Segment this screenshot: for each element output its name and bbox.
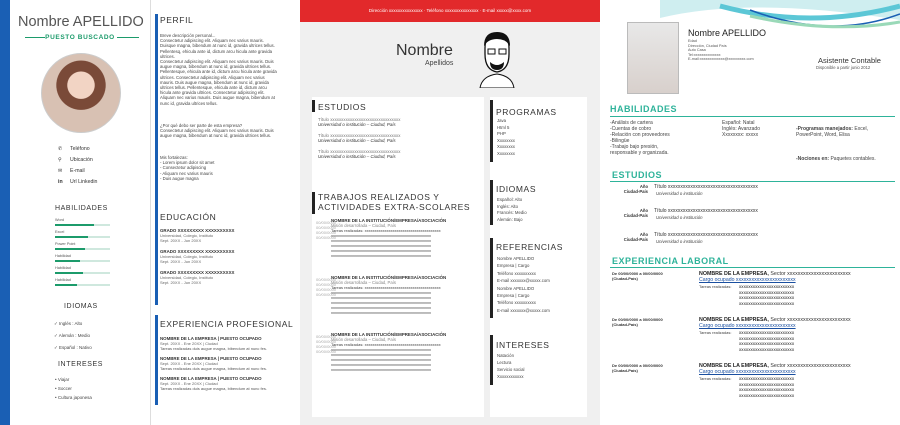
skills-column-2: Español: Natal Inglés: Avanzado Xxxxxxxx: xxxxx (722, 120, 760, 138)
language-item: ✓ Inglés : Alto (54, 321, 83, 326)
experience-item (160, 376, 285, 391)
work-filler: xxxxxxxxxxxxxxxxxxxxxxxxxxxxxxxxxxxxxxxxxxxxxxxxxx (331, 300, 431, 305)
work-place: Misión desarrollada – Ciudad, País (331, 223, 396, 228)
study-year: Año Ciudad-País (623, 184, 648, 194)
avatar-illustration (476, 30, 518, 88)
programs-marker (490, 100, 493, 162)
skill-label: Word (55, 218, 65, 222)
position-title-3: Asistente Contable (818, 56, 881, 65)
references-heading: REFERENCIAS (496, 242, 564, 252)
skill-fill (55, 260, 80, 262)
job-sector: Sector xxxxxxxxxxxxxxxxxxxxxxxx (770, 271, 851, 277)
skill-track (55, 272, 110, 274)
work-date: 00/00/0000 (316, 287, 337, 292)
skill-track (55, 284, 110, 286)
references-list: Nombre APELLIDO Empresa | Cargo Teléfono xxxxxxxxxx E-mail xxxxxxx@xxxxx.com Nombre APELLIDO Empresa | Cargo Teléfono xxxxxxxxxx E-mail xxxxxxx@xxxxx.com (497, 256, 550, 313)
study-title: Título xxxxxxxxxxxxxxxxxxxxxxxxxxxxxxxx (318, 149, 401, 154)
languages-marker (490, 180, 493, 225)
skill-track (55, 248, 110, 250)
study-item (318, 149, 478, 159)
skills-column-1: -Análisis de cartera -Cuentas de cobro -Relación con proveedores -Bilingüe -Trabajo bajo presión, responsable y organizada. (610, 120, 670, 156)
study-title-3: Título xxxxxxxxxxxxxxxxxxxxxxxxxxxxxxxxxxxx (654, 184, 758, 190)
work-filler: xxxxxxxxxxxxxxxxxxxxxxxxxxxxxxxxxxxxxxxxxxxxxxxxxx (331, 310, 431, 315)
work-item (316, 332, 486, 389)
skill-track (55, 236, 110, 238)
work-place: Misión desarrollada – Ciudad, País (331, 280, 396, 285)
experience-company: NOMBRE DE LA EMPRESA | PUESTO OCUPADO (160, 376, 262, 381)
job-sector: Sector xxxxxxxxxxxxxxxxxxxxxxxx (770, 317, 851, 323)
education-degree: GRADO XXXXXXXXX XXXXXXXXXX (160, 249, 235, 254)
work-tasks: Tareas realizadas: xxxxxxxxxxxxxxxxxxxxxxxxxxxxxxxxxxxxxx (331, 342, 441, 347)
education-accent (155, 210, 158, 305)
job-tasks-label: Tareas realizadas: (699, 284, 732, 289)
location-pin-icon: ⚲ (58, 156, 62, 163)
work-filler: xxxxxxxxxxxxxxxxxxxxxxxxxxxxxxxxxxxxxxxxxxxxxxxxxx (331, 305, 431, 310)
skill-row (55, 230, 110, 242)
job-dates: De 00/00/0000 a 00/00/0000 (Ciudad-País) (612, 271, 663, 281)
skill-label: Habilidad (55, 254, 71, 258)
interests-list (55, 375, 92, 402)
work-tasks: Tareas realizadas: xxxxxxxxxxxxxxxxxxxxxxxxxxxxxxxxxxxxxx (331, 228, 441, 233)
contact-info-3: Edad Dirección, Ciudad País Auto Casa Tel:xxxxxxxxxxxxxx E-mail:xxxxxxxxxxxxx@xxxxxxxxx.com (688, 39, 754, 62)
job-company: NOMBRE DE LA EMPRESA, (699, 271, 769, 277)
study-place-3: Universidad o institución (656, 239, 703, 244)
education-dates: Sept. 20XX - Jun 20XX (160, 238, 202, 243)
study-title: Título xxxxxxxxxxxxxxxxxxxxxxxxxxxxxxxx (318, 117, 401, 122)
work-dates (316, 220, 337, 240)
interests-list-2: Natación Lectura Servicio social Xxxxxxxxxxxx (497, 353, 525, 379)
left-accent-bar (0, 0, 10, 425)
experience-tasks: Tareas realizadas duis augue magna, bibendum at nunc fes. (160, 366, 267, 371)
education-dates: Sept. 20XX - Jun 20XX (160, 259, 202, 264)
languages-heading: IDIOMAS (64, 303, 98, 310)
skill-fill (55, 284, 77, 286)
programs-value: Excel, PowerPoint, Word, Elisa (796, 126, 868, 138)
skill-row (55, 218, 110, 230)
profile-photo (41, 53, 121, 133)
linkedin-icon: in (58, 178, 63, 185)
work-date: 00/00/0000 (316, 339, 337, 344)
work-filler: xxxxxxxxxxxxxxxxxxxxxxxxxxxxxxxxxxxxxxxxxxxxxxxxxx (331, 352, 431, 357)
work-item (316, 275, 486, 332)
education-item (160, 249, 280, 264)
education-heading: EDUCACIÓN (160, 212, 217, 222)
experience-item (160, 356, 285, 371)
education-item (160, 228, 280, 243)
skills-list (55, 218, 110, 290)
notions-label: -Nociones en: (796, 156, 830, 162)
work-filler: xxxxxxxxxxxxxxxxxxxxxxxxxxxxxxxxxxxxxxxxxxxxxxxxxx (331, 243, 431, 248)
skill-label: Habilidad (55, 266, 71, 270)
work-filler: xxxxxxxxxxxxxxxxxxxxxxxxxxxxxxxxxxxxxxxxxxxxxxxxxx (331, 362, 431, 367)
education-list (160, 228, 280, 291)
phone-icon: ✆ (58, 145, 63, 152)
contact-topbar-text: Dirección xxxxxxxxxxxxxxx · Teléfono xxxxxxxxxxxxxxx · E-mail xxxxx@xxxx.com (368, 8, 532, 13)
skill-label: Excel (55, 230, 65, 234)
job-item (612, 317, 892, 363)
work-dates (316, 334, 337, 354)
work-filler: xxxxxxxxxxxxxxxxxxxxxxxxxxxxxxxxxxxxxxxxxxxxxxxxxx (331, 367, 431, 372)
work-content (331, 275, 481, 315)
work-date: 00/00/0000 (316, 235, 337, 240)
study-place-3: Universidad o institución (656, 191, 703, 196)
skill-fill (55, 272, 83, 274)
job-role: Cargo ocupado xxxxxxxxxxxxxxxxxxxxxxx (699, 369, 796, 375)
work-filler: xxxxxxxxxxxxxxxxxxxxxxxxxxxxxxxxxxxxxxxxxxxxxxxxxx (331, 233, 431, 238)
work-item (316, 218, 486, 275)
languages-list (54, 318, 92, 354)
job-dates: De 00/00/0000 a 00/00/0000 (Ciudad-País) (612, 317, 663, 327)
skill-track (55, 260, 110, 262)
location-label: Ubicación (70, 156, 93, 163)
surname: Apellidos (425, 60, 454, 67)
profile-photo-2 (627, 22, 679, 94)
skill-fill (55, 248, 85, 250)
strengths-list: Mis fortalezas: - Lorem ipsum dolor sit amet - Consectetur adipiscing - Aliquam nec varius mauris - Duis augue magna (160, 155, 215, 181)
experience-company: NOMBRE DE LA EMPRESA | PUESTO OCUPADO (160, 356, 262, 361)
study-place: Universidad o institución – Ciudad, País (318, 138, 396, 143)
works-list (316, 218, 486, 389)
experience-heading-3: EXPERIENCIA LABORAL (612, 256, 729, 266)
skill-fill (55, 224, 94, 226)
skills-column-3 (796, 120, 894, 162)
study-place: Universidad o institución – Ciudad, País (318, 154, 396, 159)
skill-row (55, 266, 110, 278)
job-tasks: xxxxxxxxxxxxxxxxxxxxxxxx xxxxxxxxxxxxxxxxxxxxxxxx xxxxxxxxxxxxxxxxxxxxxxxx xxxxxxxxxxxxxxxxxxxxxxxx (739, 284, 795, 306)
skills-heading: HABILIDADES (55, 205, 108, 212)
work-date: 00/00/0000 (316, 277, 337, 282)
work-date: 00/00/0000 (316, 230, 337, 235)
candidate-name-3: Nombre APELLIDO (688, 28, 767, 38)
work-filler: xxxxxxxxxxxxxxxxxxxxxxxxxxxxxxxxxxxxxxxxxxxxxxxxxx (331, 253, 431, 258)
skill-track (55, 224, 110, 226)
phone-row (58, 143, 97, 154)
experience-tasks: Tareas realizadas duis augue magna, bibendum at nunc fes. (160, 346, 267, 351)
skill-row (55, 242, 110, 254)
work-dates (316, 277, 337, 297)
study-title-3: Título xxxxxxxxxxxxxxxxxxxxxxxxxxxxxxxxxxxx (654, 232, 758, 238)
studies-heading: ESTUDIOS (318, 102, 367, 112)
experience-list (160, 336, 285, 396)
check-icon: ✓ (54, 345, 60, 350)
study-year: Año Ciudad-País (623, 208, 648, 218)
skills-heading-3: HABILIDADES (610, 104, 678, 114)
education-degree: GRADO XXXXXXXXX XXXXXXXXXX (160, 270, 235, 275)
experience-list-3 (612, 271, 892, 409)
studies-list-3 (612, 184, 892, 256)
study-row (612, 184, 892, 208)
work-place: Misión desarrollada – Ciudad, País (331, 337, 396, 342)
study-year: Año Ciudad-País (623, 232, 648, 242)
study-title: Título xxxxxxxxxxxxxxxxxxxxxxxxxxxxxxxx (318, 133, 401, 138)
availability: Disponible a partir junio 2012 (816, 65, 871, 70)
check-icon: ✓ (54, 333, 59, 338)
studies-divider (610, 181, 895, 182)
experience-dates: Sept. 20XX - Ene 20XX | Ciudad (160, 381, 218, 386)
work-content (331, 218, 481, 258)
studies-marker (312, 100, 315, 112)
job-company: NOMBRE DE LA EMPRESA, (699, 363, 769, 369)
email-row (58, 165, 97, 176)
interests-heading-2: INTERESES (496, 340, 550, 350)
interest-item: • Soccer (55, 386, 72, 391)
location-row (58, 154, 97, 165)
work-date: 00/00/0000 (316, 282, 337, 287)
education-item (160, 270, 280, 285)
candidate-name: Nombre APELLIDO (18, 14, 144, 30)
job-tasks: xxxxxxxxxxxxxxxxxxxxxxxx xxxxxxxxxxxxxxxxxxxxxxxx xxxxxxxxxxxxxxxxxxxxxxxx xxxxxxxxxxxxxxxxxxxxxxxx (739, 376, 795, 398)
job-role: Cargo ocupado xxxxxxxxxxxxxxxxxxxxxxx (699, 277, 796, 283)
work-filler: xxxxxxxxxxxxxxxxxxxxxxxxxxxxxxxxxxxxxxxxxxxxxxxxxx (331, 357, 431, 362)
linkedin-row (58, 176, 97, 187)
work-date: 00/00/0000 (316, 225, 337, 230)
interest-item: • Cultura japonesa (55, 395, 92, 400)
contact-list (58, 143, 97, 187)
languages-heading-2: IDIOMAS (496, 184, 537, 194)
phone-label: Teléfono (70, 145, 90, 152)
language-item: ✓ Alemán : Medio (54, 333, 91, 338)
job-item (612, 363, 892, 409)
job-sector: Sector xxxxxxxxxxxxxxxxxxxxxxxx (770, 363, 851, 369)
works-heading: TRABAJOS REALIZADOS Y ACTIVIDADES EXTRA-SCOLARES (318, 192, 471, 212)
job-tasks-label: Tareas realizadas: (699, 376, 732, 381)
work-content (331, 332, 481, 372)
work-date: 00/00/0000 (316, 344, 337, 349)
skill-row (55, 278, 110, 290)
works-marker (312, 192, 315, 214)
experience-accent (155, 315, 158, 405)
job-company: NOMBRE DE LA EMPRESA, (699, 317, 769, 323)
skill-fill (55, 236, 88, 238)
first-name: Nombre (396, 42, 453, 59)
experience-tasks: Tareas realizadas duis augue magna, bibendum at nunc fes. (160, 386, 267, 391)
education-school: Universidad, Colegio, Instituto (160, 254, 214, 259)
work-filler: xxxxxxxxxxxxxxxxxxxxxxxxxxxxxxxxxxxxxxxxxxxxxxxxxx (331, 347, 431, 352)
experience-heading: EXPERIENCIA PROFESIONAL (160, 319, 294, 329)
study-row (612, 208, 892, 232)
job-item (612, 271, 892, 317)
study-item (318, 133, 478, 143)
education-school: Universidad, Colegio, Instituto (160, 233, 214, 238)
job-role: Cargo ocupado xxxxxxxxxxxxxxxxxxxxxxx (699, 323, 796, 329)
study-title-3: Título xxxxxxxxxxxxxxxxxxxxxxxxxxxxxxxxxxxx (654, 208, 758, 214)
education-degree: GRADO XXXXXXXXX XXXXXXXXXX (160, 228, 235, 233)
work-org: NOMBRE DE LA INSTITUCIÓN/EMPRESA/ASOCIACIÓN (331, 218, 447, 223)
skill-label: Power Point (55, 242, 76, 246)
education-dates: Sept. 20XX - Jun 20XX (160, 280, 202, 285)
work-date: 00/00/0000 (316, 334, 337, 339)
work-filler: xxxxxxxxxxxxxxxxxxxxxxxxxxxxxxxxxxxxxxxxxxxxxxxxxx (331, 295, 431, 300)
job-tasks: xxxxxxxxxxxxxxxxxxxxxxxx xxxxxxxxxxxxxxxxxxxxxxxx xxxxxxxxxxxxxxxxxxxxxxxx xxxxxxxxxxxxxxxxxxxxxxxx (739, 330, 795, 352)
profile-accent (155, 14, 158, 214)
study-place: Universidad o institución – Ciudad, País (318, 122, 396, 127)
interests-marker (490, 335, 493, 385)
job-tasks-label: Tareas realizadas: (699, 330, 732, 335)
experience-divider (610, 267, 895, 268)
work-date: 00/00/0000 (316, 349, 337, 354)
experience-dates: Sept. 20XX - Ene 20XX | Ciudad (160, 361, 218, 366)
education-school: Universidad, Colegio, Instituto (160, 275, 214, 280)
study-item (318, 117, 478, 127)
experience-company: NOMBRE DE LA EMPRESA | PUESTO OCUPADO (160, 336, 262, 341)
work-org: NOMBRE DE LA INSTITUCIÓN/EMPRESA/ASOCIACIÓN (331, 275, 447, 280)
work-filler: xxxxxxxxxxxxxxxxxxxxxxxxxxxxxxxxxxxxxxxxxxxxxxxxxx (331, 238, 431, 243)
bullet-icon: • (55, 377, 58, 382)
interests-heading: INTERESES (58, 361, 104, 368)
email-label: E-mail (70, 167, 85, 174)
interest-item: • Viajar (55, 377, 70, 382)
experience-dates: Sept. 20XX - Ene 20XX | Ciudad (160, 341, 218, 346)
work-date: 00/00/0000 (316, 220, 337, 225)
experience-item (160, 336, 285, 351)
programs-heading: PROGRAMAS (496, 107, 557, 117)
work-tasks: Tareas realizadas: xxxxxxxxxxxxxxxxxxxxxxxxxxxxxxxxxxxxxx (331, 285, 441, 290)
study-row (612, 232, 892, 256)
studies-heading-3: ESTUDIOS (612, 170, 663, 180)
programs-list: Java Html 5 PHP Xxxxxxxx Xxxxxxxx Xxxxxxxx (497, 118, 515, 156)
notions-value: Paquetes contables. (829, 156, 876, 162)
study-place-3: Universidad o institución (656, 215, 703, 220)
check-icon: ✓ (54, 321, 60, 326)
profile-question: ¿Por qué debo ser parte de esta empresa? Consectetur adipiscing elit. Aliquam nec varius mauris. Duis augue magna, bibendum at nunc id, gravida ultrices tellus. (160, 123, 274, 139)
position-title: PUESTO BUSCADO (45, 34, 115, 41)
work-filler: xxxxxxxxxxxxxxxxxxxxxxxxxxxxxxxxxxxxxxxxxxxxxxxxxx (331, 248, 431, 253)
profile-text: Breve descripción personal... Consectetur adipiscing elit. Aliquam nec varius mauris. Duisque magna, bibendum at nunc id, gravida ultrices tellus. Pellentesq, ehicula ante id, dictum arcu hicula ante gravida ultrices. Consectetur adipiscing elit. Aliquam nec varius mauris. Duis augue magna, bibendum at nunc id, gravida ultrices tellus. Pellentesque, ehicula ante id, dictum arcu hicula ante gravida ultrices. Consectetur adipiscing elit. Aliquam nec varius mauris. Duis augue magna, bibendum at nunc id, gravida ultrices tellus. Pellentesque, ehicula ante id, dictum arcu hicula ante gravida ultrices. Consectetur adipiscing elit. Aliquam nec varius mauris. Duis augue magna, bibendum at nunc id, gravida ultrices tellus. (160, 33, 277, 106)
skills-divider (610, 116, 895, 117)
email-icon: ✉ (58, 167, 63, 174)
bullet-icon: • (55, 386, 58, 391)
references-marker (490, 238, 493, 318)
profile-heading: PERFIL (160, 15, 194, 25)
programs-label: -Programas manejados: (796, 126, 853, 132)
language-item: ✓ Español : Nativo (54, 345, 92, 350)
skill-row (55, 254, 110, 266)
work-date: 00/00/0000 (316, 292, 337, 297)
job-dates: De 00/00/0000 a 00/00/0000 (Ciudad-País) (612, 363, 663, 373)
linkedin-label: Url Linkedin (70, 178, 98, 185)
languages-list-2: Español: Alto Inglés: Alto Francés: Medio Alemán: Bajo (497, 197, 527, 222)
skill-label: Habilidad (55, 278, 71, 282)
work-org: NOMBRE DE LA INSTITUCIÓN/EMPRESA/ASOCIACIÓN (331, 332, 447, 337)
work-filler: xxxxxxxxxxxxxxxxxxxxxxxxxxxxxxxxxxxxxxxxxxxxxxxxxx (331, 290, 431, 295)
bullet-icon: • (55, 395, 58, 400)
studies-list (318, 117, 478, 165)
